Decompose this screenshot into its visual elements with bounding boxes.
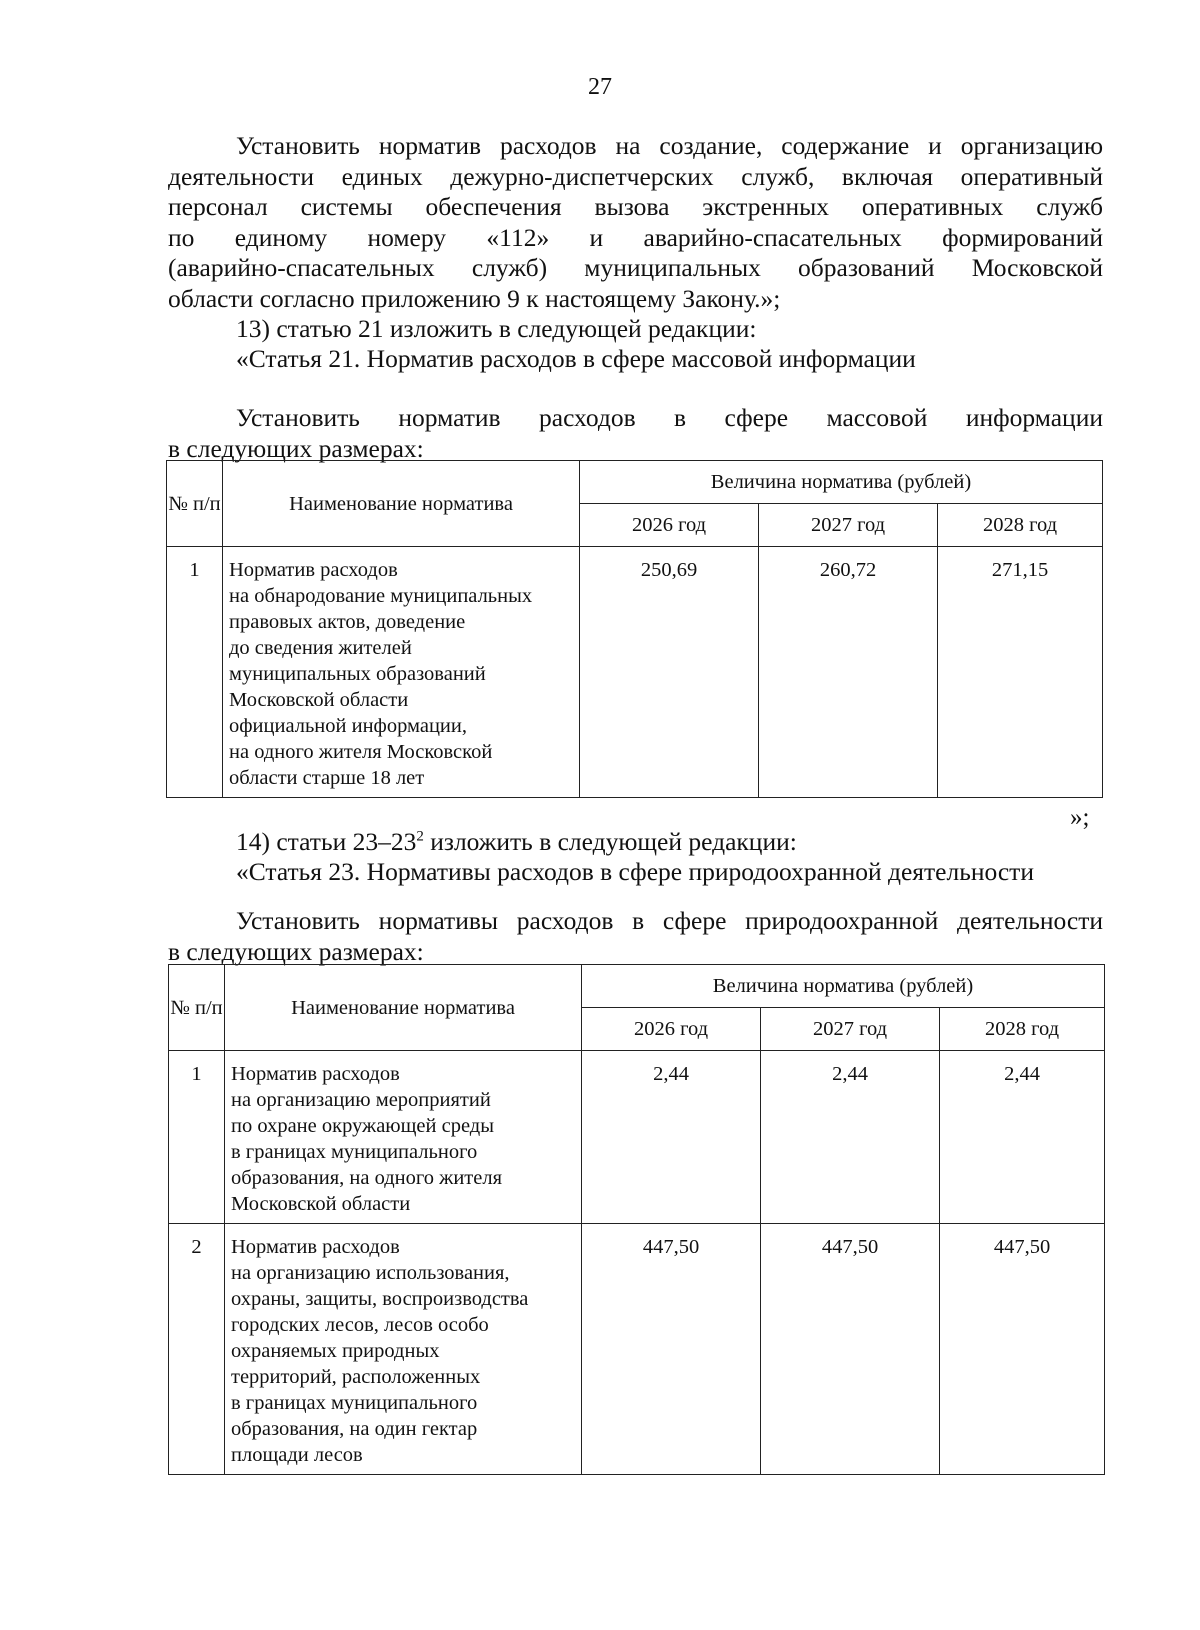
- table-row: [169, 1051, 1105, 1224]
- article-23-title: «Статья 23. Нормативы расходов в сфере природоохранной деятельности: [236, 857, 1034, 886]
- name-line: на обнародование муниципальных: [229, 585, 533, 607]
- value-2028: 447,50: [940, 1224, 1105, 1475]
- header-year: 2027 год: [761, 1008, 940, 1051]
- name-line: Норматив расходов: [229, 559, 398, 581]
- item-14-superscript: 2: [416, 828, 424, 845]
- item-14: [168, 827, 1103, 858]
- article-21-text: [168, 403, 1103, 464]
- row-number: 1: [169, 1051, 225, 1224]
- item-14-prefix: 14) статьи 23–23: [236, 827, 417, 856]
- row-name: [225, 1051, 582, 1224]
- name-line: площади лесов: [231, 1444, 363, 1466]
- value-2026: 250,69: [580, 547, 759, 798]
- name-line: официальной информации,: [229, 715, 468, 737]
- header-num: № п/п: [167, 461, 223, 547]
- header-num: № п/п: [169, 965, 225, 1051]
- name-line: городских лесов, лесов особо: [231, 1314, 489, 1336]
- value-2027: 260,72: [759, 547, 938, 798]
- header-value: Величина норматива (рублей): [580, 461, 1103, 504]
- value-2026: 447,50: [582, 1224, 761, 1475]
- name-line: охраны, защиты, воспроизводства: [231, 1288, 529, 1310]
- header-value: Величина норматива (рублей): [582, 965, 1105, 1008]
- paragraph-line: по единому номеру «112» и аварийно-спасательных формирований: [168, 222, 1103, 252]
- paragraph-line: (аварийно-спасательных служб) муниципальных образований Московской: [168, 253, 1103, 282]
- name-line: Норматив расходов: [231, 1063, 400, 1085]
- paragraph-line: в следующих размерах:: [168, 433, 424, 463]
- header-year: 2026 год: [582, 1008, 761, 1051]
- name-line: образования, на одного жителя: [231, 1167, 503, 1189]
- name-line: по охране окружающей среды: [231, 1115, 494, 1137]
- paragraph-line: области согласно приложению 9 к настоящему Закону.»;: [168, 283, 781, 313]
- paragraph-line: Установить норматив расходов на создание, содержание и организацию: [236, 131, 1103, 160]
- name-line: на одного жителя Московской: [229, 741, 493, 763]
- name-line: на организацию мероприятий: [231, 1089, 491, 1111]
- norm-table-media: [166, 460, 1103, 798]
- paragraph-line: Установить нормативы расходов в сфере природоохранной деятельности: [236, 906, 1103, 935]
- paragraph-line: Установить норматив расходов в сфере массовой информации: [236, 403, 1103, 432]
- article-23-text: [168, 906, 1103, 967]
- row-number: 1: [167, 547, 223, 798]
- name-line: охраняемых природных: [231, 1340, 440, 1362]
- row-number: 2: [169, 1224, 225, 1475]
- name-line: области старше 18 лет: [229, 767, 425, 789]
- name-line: в границах муниципального: [231, 1141, 478, 1163]
- article-21-title: «Статья 21. Норматив расходов в сфере массовой информации: [236, 344, 916, 373]
- name-line: в границах муниципального: [231, 1392, 478, 1414]
- name-line: правовых актов, доведение: [229, 611, 466, 633]
- norm-table-environment: [168, 964, 1105, 1475]
- paragraph-line: в следующих размерах:: [168, 936, 424, 966]
- header-year: 2028 год: [938, 504, 1103, 547]
- name-line: до сведения жителей: [229, 637, 412, 659]
- paragraph-line: персонал системы обеспечения вызова экстренных оперативных служб: [168, 192, 1103, 221]
- name-line: муниципальных образований: [229, 663, 486, 685]
- name-line: Московской области: [231, 1193, 411, 1215]
- value-2027: 447,50: [761, 1224, 940, 1475]
- name-line: образования, на один гектар: [231, 1418, 478, 1440]
- paragraph-line: деятельности единых дежурно-диспетчерских служб, включая оперативный: [168, 161, 1103, 191]
- header-year: 2026 год: [580, 504, 759, 547]
- header-year: 2027 год: [759, 504, 938, 547]
- name-line: на организацию использования,: [231, 1262, 510, 1284]
- table-row: [169, 1224, 1105, 1475]
- value-2028: 2,44: [940, 1051, 1105, 1224]
- value-2027: 2,44: [761, 1051, 940, 1224]
- header-name: Наименование норматива: [225, 965, 582, 1051]
- row-name: [223, 547, 580, 798]
- item-14-suffix: изложить в следующей редакции:: [423, 827, 797, 856]
- item-13: 13) статью 21 изложить в следующей редакции:: [236, 314, 757, 343]
- name-line: Московской области: [229, 689, 409, 711]
- header-name: Наименование норматива: [223, 461, 580, 547]
- table-row: [167, 547, 1103, 798]
- row-name: [225, 1224, 582, 1475]
- name-line: Норматив расходов: [231, 1236, 400, 1258]
- closing-quote: »;: [1070, 804, 1090, 831]
- header-year: 2028 год: [940, 1008, 1105, 1051]
- value-2028: 271,15: [938, 547, 1103, 798]
- value-2026: 2,44: [582, 1051, 761, 1224]
- page-number: 27: [588, 74, 612, 100]
- name-line: территорий, расположенных: [231, 1366, 481, 1388]
- intro-paragraph: [168, 131, 1103, 314]
